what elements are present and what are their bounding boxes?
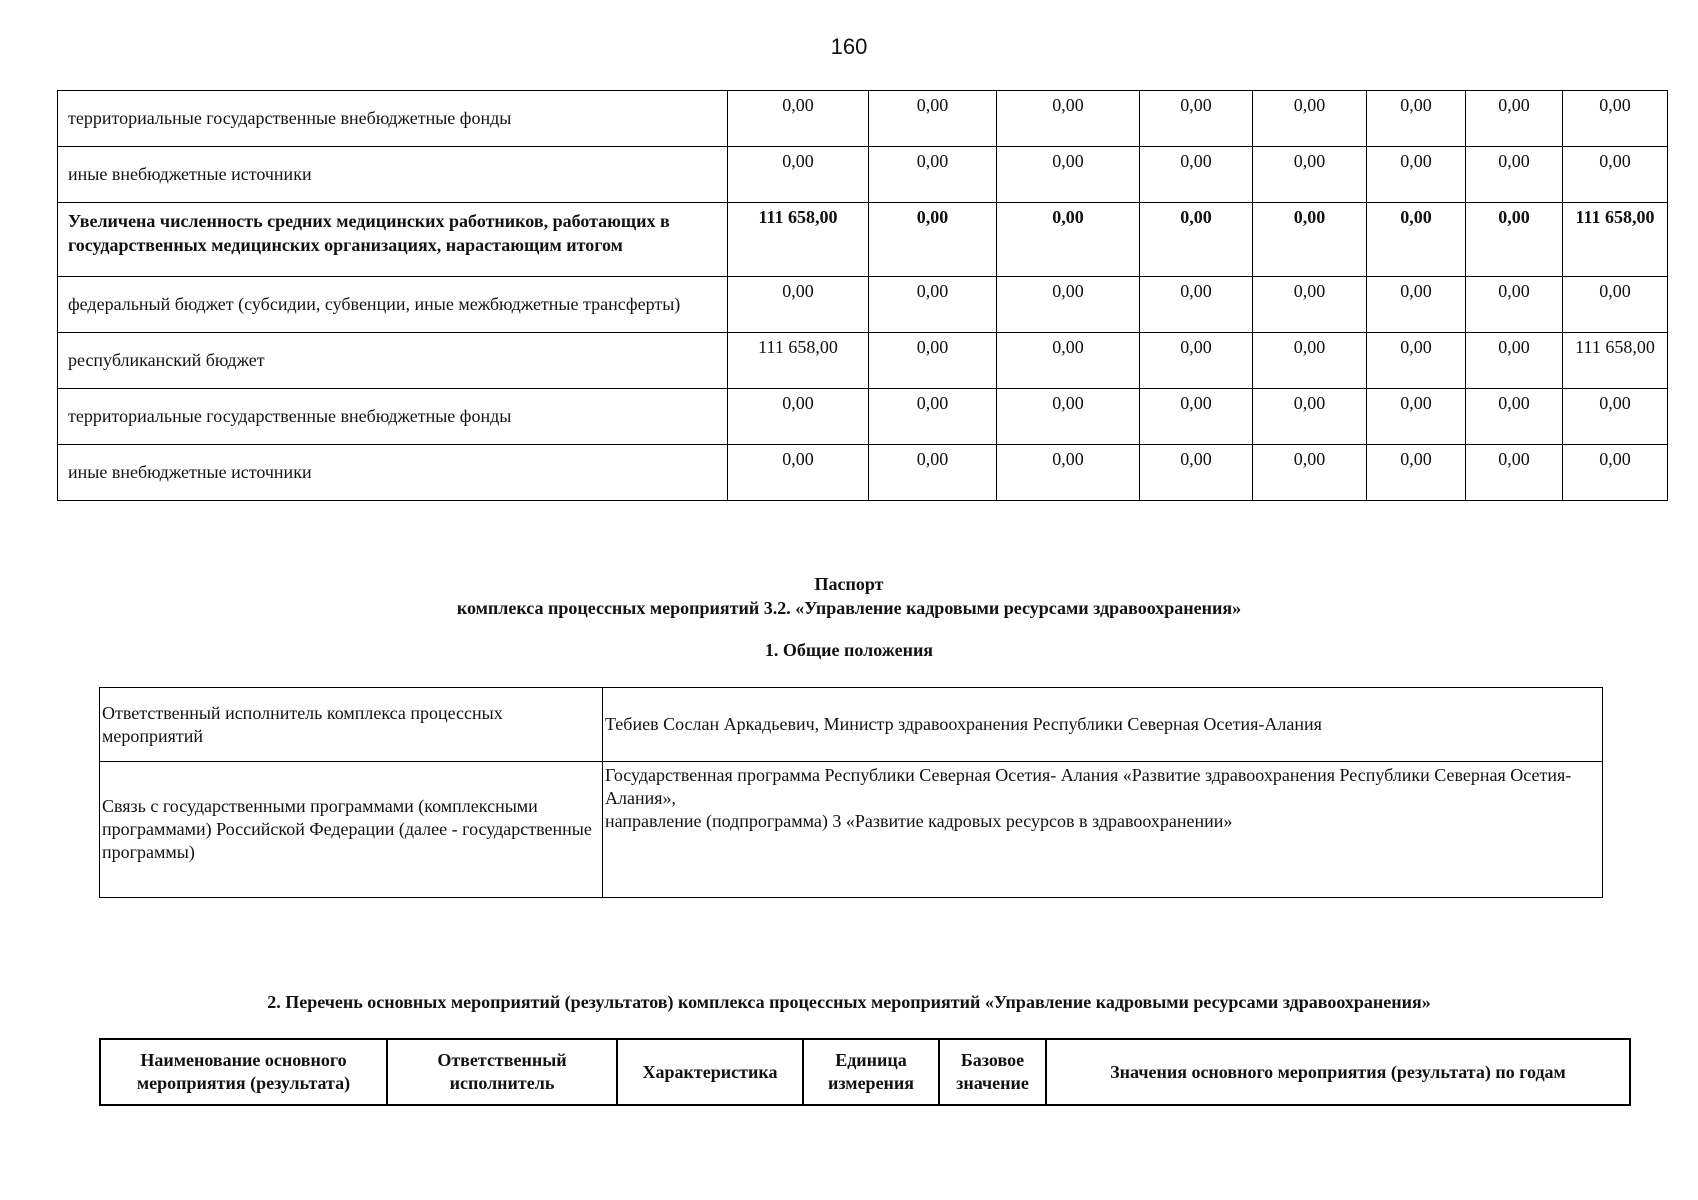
- finance-cell: 0,00: [1466, 203, 1563, 277]
- header-characteristic: Характеристика: [617, 1039, 803, 1105]
- finance-cell: 0,00: [997, 389, 1140, 445]
- finance-cell: 0,00: [1253, 91, 1367, 147]
- finance-cell: 0,00: [1367, 147, 1466, 203]
- finance-cell: 0,00: [1140, 91, 1253, 147]
- finance-cell: 0,00: [1140, 389, 1253, 445]
- finance-cell: 0,00: [869, 389, 997, 445]
- finance-cell: 0,00: [1253, 277, 1367, 333]
- finance-cell: 0,00: [1563, 277, 1668, 333]
- finance-cell: 0,00: [1466, 91, 1563, 147]
- finance-cell: 0,00: [869, 91, 997, 147]
- finance-cell: 0,00: [1253, 389, 1367, 445]
- header-event-name: Наименование основного мероприятия (результата): [100, 1039, 387, 1105]
- finance-table: [57, 90, 1668, 501]
- finance-cell: 0,00: [1563, 389, 1668, 445]
- finance-row: [58, 445, 1668, 501]
- info-row-label: Связь с государственными программами (комплексными программами) Российской Федерации (далее - государственные программы): [100, 762, 603, 898]
- passport-heading: [0, 572, 1698, 620]
- info-value-line: направление (подпрограмма) 3 «Развитие кадровых ресурсов в здравоохранении»: [605, 811, 1233, 831]
- finance-cell: 0,00: [1140, 277, 1253, 333]
- events-table: [99, 1038, 1631, 1106]
- finance-cell: 0,00: [1140, 203, 1253, 277]
- finance-row-label: иные внебюджетные источники: [58, 147, 728, 203]
- finance-cell: 0,00: [1253, 147, 1367, 203]
- finance-row: [58, 389, 1668, 445]
- finance-cell: 0,00: [869, 445, 997, 501]
- finance-row-label: территориальные государственные внебюджетные фонды: [58, 389, 728, 445]
- finance-cell: 0,00: [997, 333, 1140, 389]
- finance-cell: 0,00: [1466, 389, 1563, 445]
- finance-cell: 111 658,00: [728, 203, 869, 277]
- finance-cell: 0,00: [728, 445, 869, 501]
- finance-row-label: иные внебюджетные источники: [58, 445, 728, 501]
- info-row-label: Ответственный исполнитель комплекса процессных мероприятий: [100, 688, 603, 762]
- finance-cell: 0,00: [1367, 333, 1466, 389]
- finance-cell: 0,00: [1253, 445, 1367, 501]
- finance-cell: 0,00: [728, 91, 869, 147]
- finance-cell: 0,00: [1367, 277, 1466, 333]
- finance-cell: 111 658,00: [1563, 203, 1668, 277]
- finance-cell: 0,00: [869, 277, 997, 333]
- finance-row: [58, 333, 1668, 389]
- finance-row: [58, 147, 1668, 203]
- info-value-line: Государственная программа Республики Северная Осетия- Алания «Развитие здравоохранения Республики Северная Осетия-Алания»,: [605, 765, 1572, 808]
- finance-cell: 0,00: [728, 389, 869, 445]
- section1-title: 1. Общие положения: [764, 640, 934, 660]
- finance-cell: 0,00: [1367, 389, 1466, 445]
- finance-cell: 0,00: [997, 277, 1140, 333]
- finance-cell: 111 658,00: [1563, 333, 1668, 389]
- finance-row-label: федеральный бюджет (субсидии, субвенции, иные межбюджетные трансферты): [58, 277, 728, 333]
- finance-cell: 0,00: [869, 203, 997, 277]
- passport-title: Паспорт: [814, 574, 884, 594]
- finance-cell: 0,00: [1140, 147, 1253, 203]
- info-row-value: [603, 688, 1603, 762]
- header-executor: Ответственный исполнитель: [387, 1039, 617, 1105]
- finance-row-label: территориальные государственные внебюджетные фонды: [58, 91, 728, 147]
- finance-cell: 0,00: [1367, 203, 1466, 277]
- finance-cell: 0,00: [997, 445, 1140, 501]
- finance-cell: 0,00: [728, 147, 869, 203]
- info-value-line: Тебиев Сослан Аркадьевич, Министр здравоохранения Республики Северная Осетия-Алания: [605, 714, 1322, 734]
- finance-row-label: Увеличена численность средних медицинских работников, работающих в государственных медицинских организациях, нарастающим итогом: [58, 203, 728, 277]
- general-info-table: [99, 687, 1603, 898]
- section2-title: 2. Перечень основных мероприятий (результатов) комплекса процессных мероприятий «Управление кадровыми ресурсами здравоохранения»: [267, 992, 1431, 1012]
- finance-row: [58, 91, 1668, 147]
- header-unit: Единица измерения: [803, 1039, 939, 1105]
- finance-cell: 0,00: [1253, 203, 1367, 277]
- passport-subtitle: комплекса процессных мероприятий 3.2. «Управление кадровыми ресурсами здравоохранения»: [456, 598, 1242, 618]
- finance-cell: 0,00: [1563, 445, 1668, 501]
- page-number: 160: [830, 34, 868, 59]
- finance-cell: 0,00: [1367, 445, 1466, 501]
- info-row-value: [603, 762, 1603, 898]
- finance-cell: 0,00: [1466, 333, 1563, 389]
- finance-cell: 0,00: [997, 91, 1140, 147]
- finance-cell: 0,00: [1367, 91, 1466, 147]
- finance-cell: 0,00: [869, 333, 997, 389]
- finance-row: [58, 277, 1668, 333]
- finance-cell: 0,00: [1563, 147, 1668, 203]
- finance-cell: 0,00: [1140, 333, 1253, 389]
- finance-cell: 0,00: [1466, 277, 1563, 333]
- finance-cell: 0,00: [869, 147, 997, 203]
- finance-cell: 0,00: [1466, 147, 1563, 203]
- info-row-executor: [100, 688, 1603, 762]
- events-header-row: [100, 1039, 1630, 1105]
- finance-cell: 0,00: [1140, 445, 1253, 501]
- finance-cell: 0,00: [997, 203, 1140, 277]
- finance-row-label: республиканский бюджет: [58, 333, 728, 389]
- finance-cell: 0,00: [728, 277, 869, 333]
- finance-cell: 0,00: [1253, 333, 1367, 389]
- info-row-programs: [100, 762, 1603, 898]
- finance-cell: 0,00: [1563, 91, 1668, 147]
- finance-cell: 0,00: [1466, 445, 1563, 501]
- finance-cell: 111 658,00: [728, 333, 869, 389]
- finance-cell: 0,00: [997, 147, 1140, 203]
- header-values-by-year: Значения основного мероприятия (результата) по годам: [1046, 1039, 1630, 1105]
- finance-row-result: [58, 203, 1668, 277]
- header-base-value: Базовое значение: [939, 1039, 1046, 1105]
